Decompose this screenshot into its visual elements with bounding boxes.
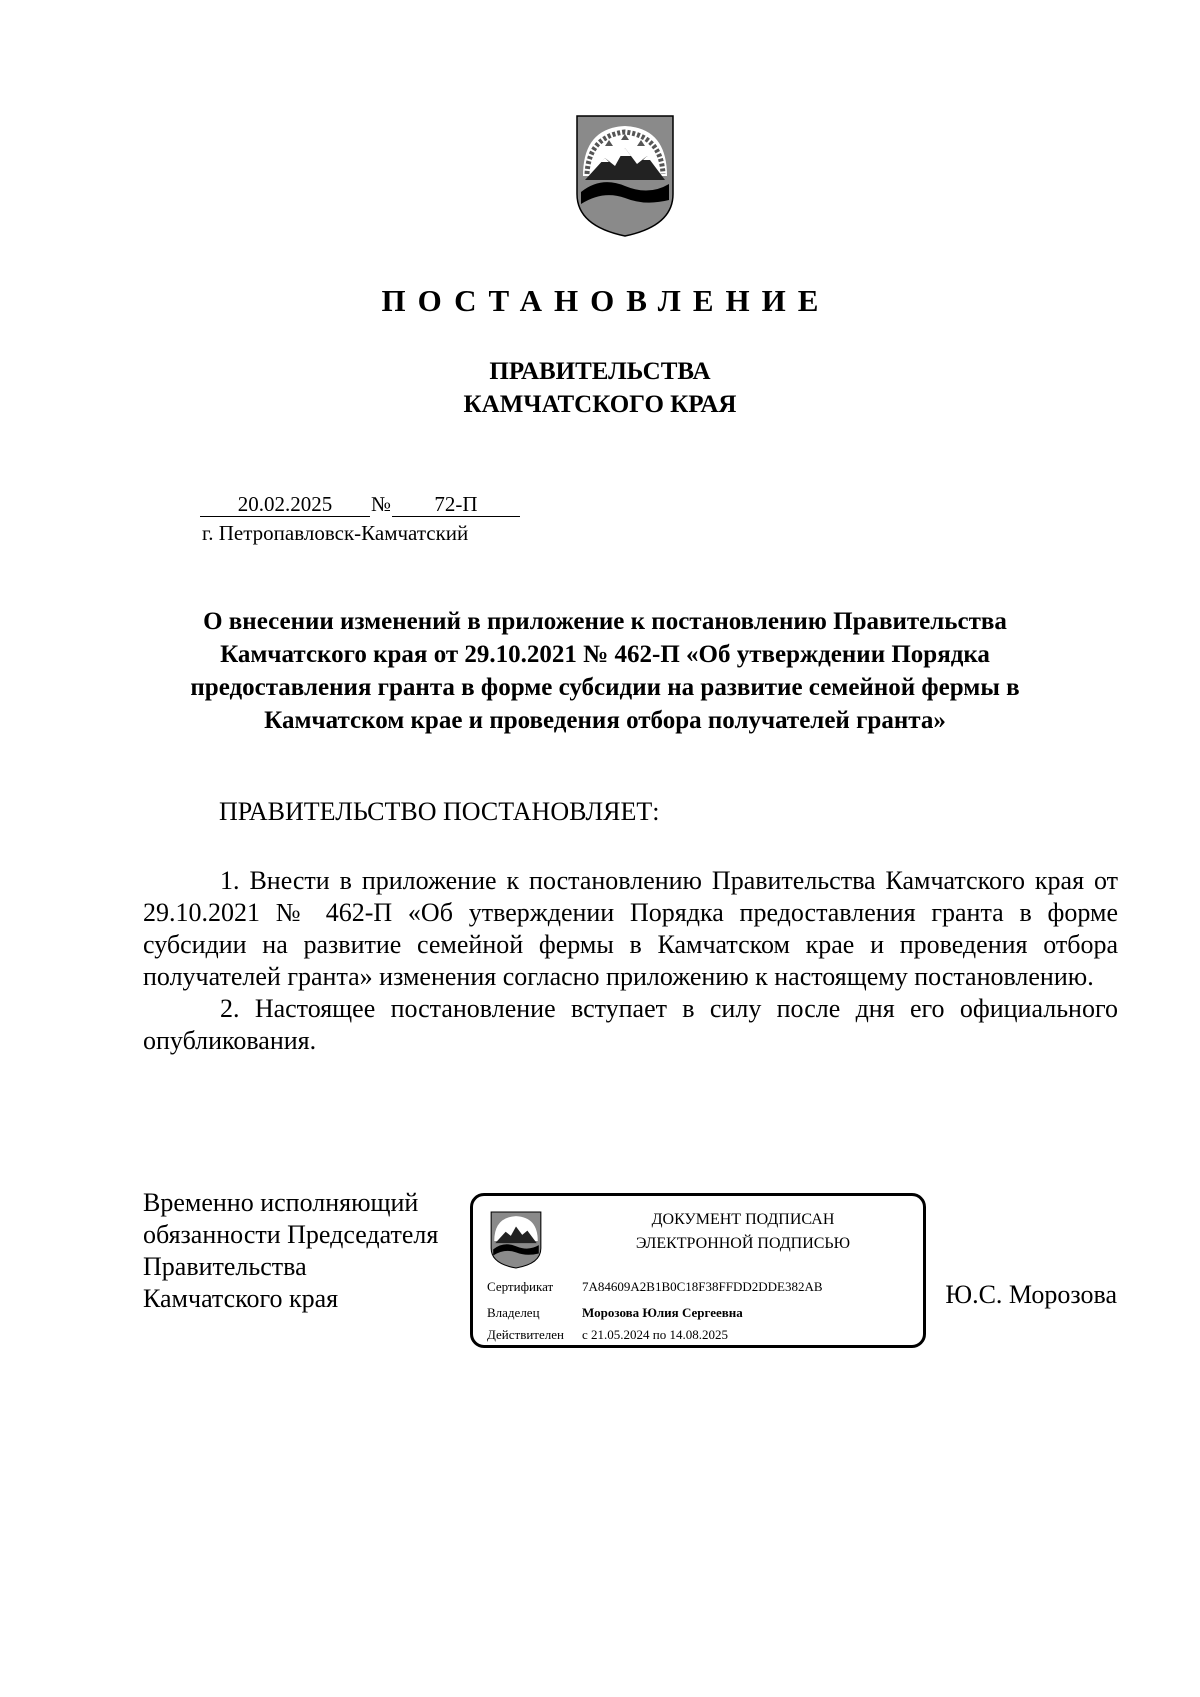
paragraph-1: 1. Внести в приложение к постановлению Правительства Камчатского края от 29.10.2021 № 462-П «Об утверждении Порядка предоставления гранта в форме субсидии на развитие семейной фермы в Камчатском крае и проведения отбора получателей гранта» изменения согласно приложению к настоящему постановлению.	[143, 866, 1118, 991]
issuer-heading	[0, 355, 1200, 421]
registration-line	[200, 492, 520, 517]
electronic-signature-stamp	[470, 1193, 926, 1348]
document-date: 20.02.2025	[200, 492, 370, 517]
signer-position-line: Временно исполняющий	[143, 1188, 419, 1217]
owner-row	[487, 1305, 743, 1321]
stamp-heading-line-1: ДОКУМЕНТ ПОДПИСАН	[651, 1211, 835, 1228]
kamchatka-coat-of-arms-icon	[490, 1211, 542, 1269]
certificate-row	[487, 1279, 823, 1295]
certificate-label: Сертификат	[487, 1279, 554, 1294]
owner-label: Владелец	[487, 1305, 540, 1320]
issuer-line-1: ПРАВИТЕЛЬСТВА	[489, 358, 711, 385]
stamp-heading-line-2: ЭЛЕКТРОННОЙ ПОДПИСЬЮ	[635, 1235, 851, 1252]
signer-name: Ю.С. Морозова	[945, 1280, 1117, 1309]
issuer-line-2: КАМЧАТСКОГО КРАЯ	[463, 391, 737, 418]
signer-position-line: Камчатского края	[143, 1284, 339, 1313]
owner-value: Морозова Юлия Сергеевна	[582, 1305, 743, 1320]
kamchatka-coat-of-arms-icon	[575, 114, 675, 239]
decree-formula: ПРАВИТЕЛЬСТВО ПОСТАНОВЛЯЕТ:	[219, 797, 660, 826]
number-sign: №	[370, 492, 392, 516]
signer-position	[143, 1187, 438, 1315]
paragraph-2: 2. Настоящее постановление вступает в силу после дня его официального опубликования.	[143, 994, 1118, 1055]
document-number: 72-П	[392, 492, 520, 517]
document-type-heading: ПОСТАНОВЛЕНИЕ	[381, 283, 831, 318]
document-body	[143, 865, 1118, 1057]
signer-position-line: Правительства	[143, 1252, 307, 1281]
issue-city: г. Петропавловск-Камчатский	[202, 521, 469, 545]
validity-value: с 21.05.2024 по 14.08.2025	[582, 1327, 728, 1342]
stamp-heading	[578, 1208, 908, 1256]
document-title: О внесении изменений в приложение к постановлению Правительства Камчатского края от 29.10.2021 № 462-П «Об утверждении Порядка предоставления гранта в форме субсидии на развитие семейной фермы в Камчатском крае и проведения отбора получателей гранта»	[190, 608, 1020, 734]
signer-position-line: обязанности Председателя	[143, 1220, 439, 1249]
validity-row	[487, 1327, 728, 1343]
certificate-value: 7A84609A2B1B0C18F38FFDD2DDE382AB	[582, 1279, 823, 1294]
validity-label: Действителен	[487, 1327, 564, 1342]
